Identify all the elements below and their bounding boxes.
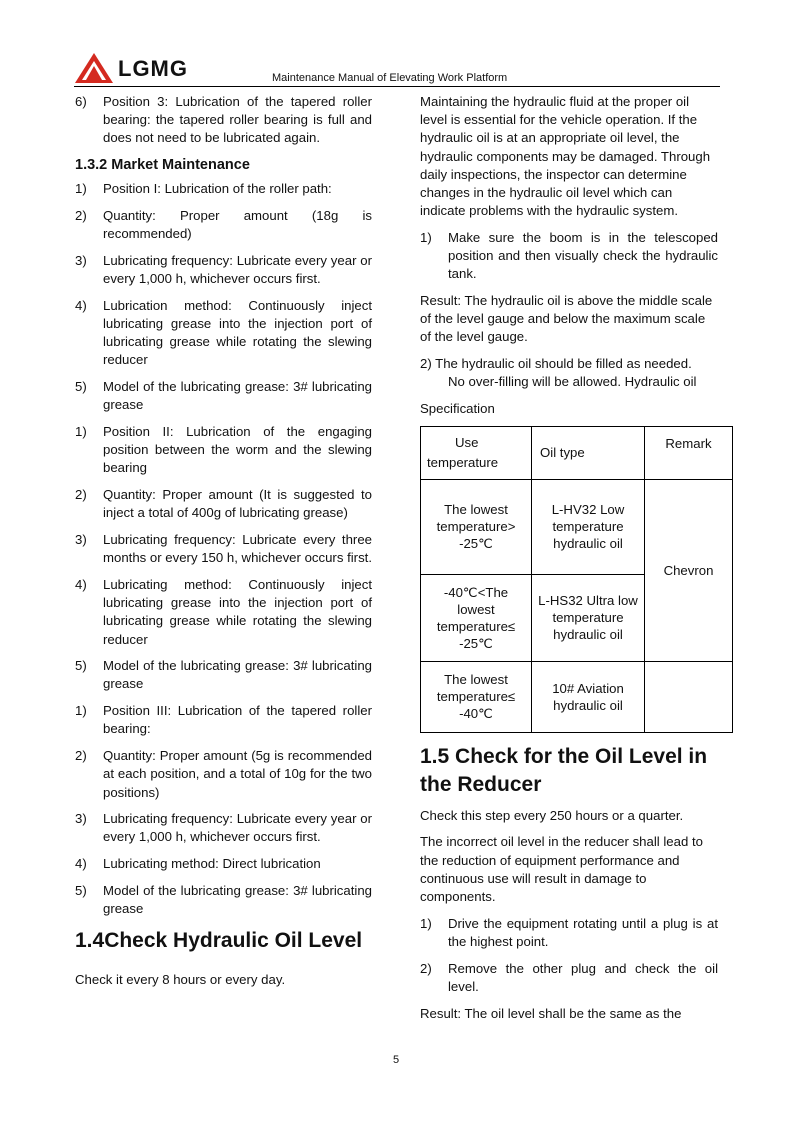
list-item: 6) Position 3: Lubrication of the tapered roller bearing: the tapered roller bearing is full and does not need to be lubricated again. bbox=[75, 94, 372, 146]
section-heading-1-5: 1.5 Check for the Oil Level in the Reducer bbox=[420, 744, 708, 796]
list-item-2-line1: 2) The hydraulic oil should be filled as needed. bbox=[420, 356, 692, 372]
page-number: 5 bbox=[393, 1054, 400, 1066]
logo-text: LGMG bbox=[118, 56, 188, 81]
left-column bbox=[75, 93, 372, 989]
right-column bbox=[420, 93, 718, 1023]
table-cell: The lowest temperature≤ -40℃ bbox=[421, 661, 532, 732]
list-item: 1) Drive the equipment rotating until a plug is at the highest point. bbox=[420, 915, 718, 949]
header-cell-use-temperature: Use temperature bbox=[421, 426, 532, 479]
table-cell: L-HV32 Low temperature hydraulic oil bbox=[532, 479, 645, 574]
list-item: 2) Quantity: Proper amount (5g is recommended at each position, and a total of 10g for the two positions) bbox=[75, 748, 372, 800]
lubrication-position-3-list bbox=[75, 702, 372, 918]
list-item: 3) Lubricating frequency: Lubricate every three months or every 150 h, whichever occurs first. bbox=[75, 532, 372, 566]
lubrication-position-1-list bbox=[75, 180, 372, 414]
table-cell: 10# Aviation hydraulic oil bbox=[532, 661, 645, 732]
table-cell-remark: Chevron bbox=[645, 479, 733, 661]
result-text: Result: The hydraulic oil is above the middle scale of the level gauge and below the maximum scale of the level gauge. bbox=[420, 293, 713, 345]
list-item: 1) Position III: Lubrication of the tapered roller bearing: bbox=[75, 703, 372, 737]
header-cell-remark: Remark bbox=[645, 426, 733, 479]
list-item: 1) Position I: Lubrication of the roller path: bbox=[75, 181, 332, 197]
lgmg-logo-icon bbox=[74, 52, 114, 84]
list-item: 4) Lubricating method: Direct lubrication bbox=[75, 856, 321, 872]
document-title: Maintenance Manual of Elevating Work Platform bbox=[272, 72, 508, 84]
header-cell-oil-type: Oil type bbox=[532, 426, 645, 479]
list-item: 3) Lubricating frequency: Lubricate every year or every 1,000 h, whichever occurs first. bbox=[75, 252, 372, 287]
section-1-5-result: Result: The oil level shall be the same as the bbox=[420, 1005, 682, 1021]
specification-label: Specification bbox=[420, 400, 495, 416]
section-heading-1-3-2: 1.3.2 Market Maintenance bbox=[75, 157, 250, 174]
list-item: 5) Model of the lubricating grease: 3# lubricating grease bbox=[75, 882, 372, 917]
lubrication-position-2-list bbox=[75, 423, 372, 694]
table-cell: -40℃<The lowest temperature≤ -25℃ bbox=[421, 574, 532, 661]
table-cell: The lowest temperature> -25℃ bbox=[421, 479, 532, 574]
section-1-5-paragraph: The incorrect oil level in the reducer shall lead to the reduction of equipment performance and continuous use will result in damage to components. bbox=[420, 834, 703, 905]
hydraulic-oil-spec-table bbox=[420, 426, 733, 733]
list-item: 4) Lubrication method: Continuously inject lubricating grease into the injection port of lubricating grease while rotating the slewing reducer bbox=[75, 297, 372, 368]
list-item: 4) Lubricating method: Continuously inject lubricating grease into the injection port of lubricating grease while rotating the slewing reducer bbox=[75, 576, 372, 647]
table-header-row bbox=[421, 426, 733, 479]
table-cell: L-HS32 Ultra low temperature hydraulic oil bbox=[532, 574, 645, 661]
section-1-5-frequency: Check this step every 250 hours or a quarter. bbox=[420, 807, 684, 823]
list-item: 1) Make sure the boom is in the telescoped position and then visually check the hydraulic tank. bbox=[420, 229, 718, 282]
list-item: 1) Position II: Lubrication of the engaging position between the worm and the slewing bearing bbox=[75, 424, 372, 476]
table-row bbox=[421, 661, 733, 732]
table-cell bbox=[645, 661, 733, 732]
hydraulic-intro-paragraph: Maintaining the hydraulic fluid at the proper oil level is essential for the vehicle operation. If the hydraulic oil is at an appropriate oil level, the hydraulic components may be damaged. Through daily inspections, the inspector can determine changes in the hydraulic oil level which can indicate problems with the hydraulic system. bbox=[420, 94, 711, 219]
list-item: 2) Quantity: Proper amount (18g is recommended) bbox=[75, 208, 372, 242]
header-divider bbox=[74, 86, 720, 87]
section-1-4-text: Check it every 8 hours or every day. bbox=[75, 971, 286, 987]
list-item: 3) Lubricating frequency: Lubricate every year or every 1,000 h, whichever occurs first. bbox=[75, 811, 372, 845]
list-item: 5) Model of the lubricating grease: 3# lubricating grease bbox=[75, 658, 372, 692]
section-heading-1-4: 1.4Check Hydraulic Oil Level bbox=[75, 928, 363, 952]
list-item-2-line2: No over-filling will be allowed. Hydraulic oil bbox=[448, 374, 697, 390]
table-row bbox=[421, 479, 733, 574]
list-item: 2) Remove the other plug and check the oil level. bbox=[420, 960, 718, 994]
list-item: 2) Quantity: Proper amount (It is suggested to inject a total of 400g of lubricating grease) bbox=[75, 487, 372, 521]
list-item: 5) Model of the lubricating grease: 3# lubricating grease bbox=[75, 379, 372, 413]
